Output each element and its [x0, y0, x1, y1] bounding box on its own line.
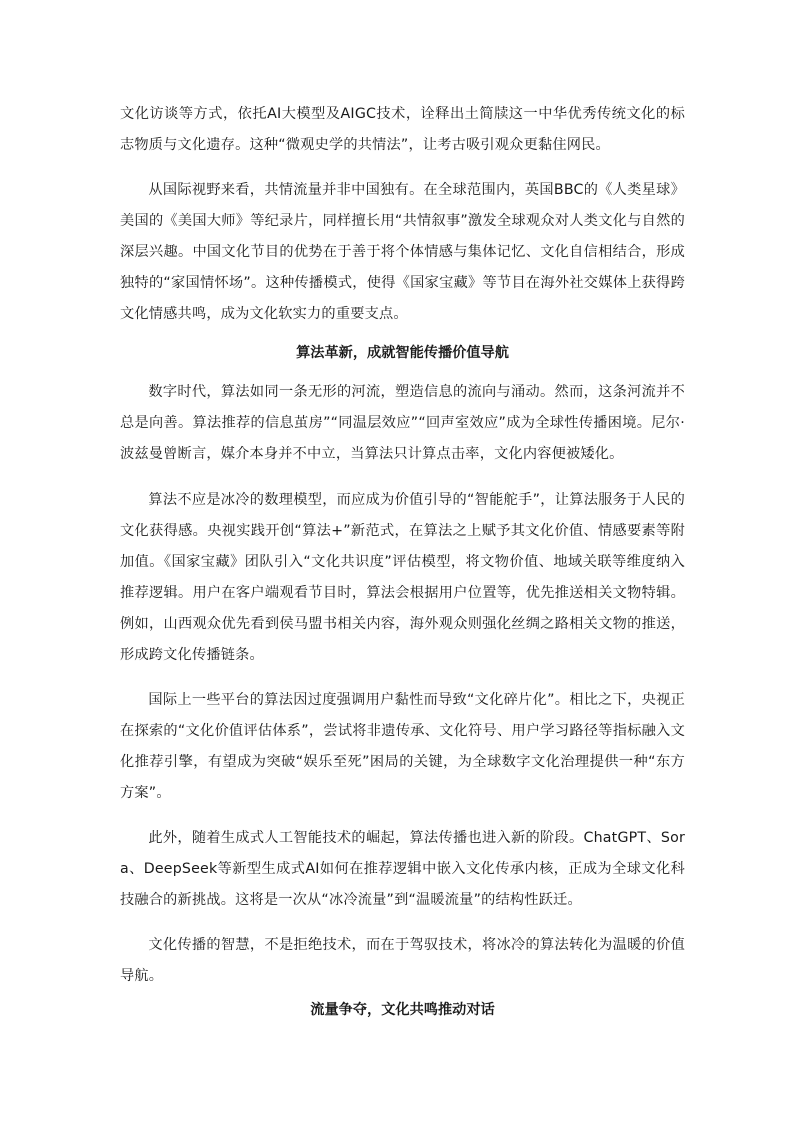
paragraph-algorithm-value: 算法不应是冰冷的数理模型，而应成为价值引导的“智能舵手”，让算法服务于人民的文化获得感。央视实践开创“算法+”新范式，在算法之上赋予其文化价值、情感要素等附加值。《国家宝藏》团队引入“文化共识度”评估模型，将文物价值、地域关联等维度纳入推荐逻辑。用户在客户端观看节目时，算法会根据用户位置等，优先推送相关文物特辑。例如，山西观众优先看到侯马盟书相关内容，海外观众则强化丝绸之路相关文物的推送，形成跨文化传播链条。	[120, 492, 685, 663]
paragraph-digital-era: 数字时代，算法如同一条无形的河流，塑造信息的流向与涌动。然而，这条河流并不总是向善。算法推荐的信息茧房”“同温层效应”“回声室效应”成为全球性传播困境。尼尔·波兹曼曾断言，媒介本身并不中立，当算法只计算点击率，文化内容便被矮化。	[120, 384, 685, 462]
section-heading-algorithm: 算法革新，成就智能传播价值导航	[296, 345, 509, 361]
section-heading-traffic: 流量争夺，文化共鸣推动对话	[310, 1002, 495, 1018]
paragraph-generative-ai: 此外，随着生成式人工智能技术的崛起，算法传播也进入新的阶段。ChatGPT、Sora、DeepSeek等新型生成式AI如何在推荐逻辑中嵌入文化传承内核，正成为全球文化科技融合的新挑战。这将是一次从“冰冷流量”到“温暖流量”的结构性跃迁。	[120, 830, 685, 908]
paragraph-wisdom: 文化传播的智慧，不是拒绝技术，而在于驾驭技术，将冰冷的算法转化为温暖的价值导航。	[120, 937, 685, 984]
paragraph-intro-continued: 文化访谈等方式，依托AI大模型及AIGC技术，诠释出土简牍这一中华优秀传统文化的标志物质与文化遗存。这种“微观史学的共情法”，让考古吸引观众更黏住网民。	[120, 106, 685, 153]
paragraph-cultural-fragmentation: 国际上一些平台的算法因过度强调用户黏性而导致“文化碎片化”。相比之下，央视正在探索的“文化价值评估体系”，尝试将非遗传承、文化符号、用户学习路径等指标融入文化推荐引擎，有望成为突破“娱乐至死”困局的关键，为全球数字文化治理提供一种“东方方案”。	[120, 692, 685, 801]
paragraph-international-view: 从国际视野来看，共情流量并非中国独有。在全球范围内，英国BBC的《人类星球》美国的《美国大师》等纪录片，同样擅长用“共情叙事”激发全球观众对人类文化与自然的深层兴趣。中国文化节目的优势在于善于将个体情感与集体记忆、文化自信相结合，形成独特的“家国情怀场”。这种传播模式，使得《国家宝藏》等节目在海外社交媒体上获得跨文化情感共鸣，成为文化软实力的重要支点。	[120, 182, 685, 322]
